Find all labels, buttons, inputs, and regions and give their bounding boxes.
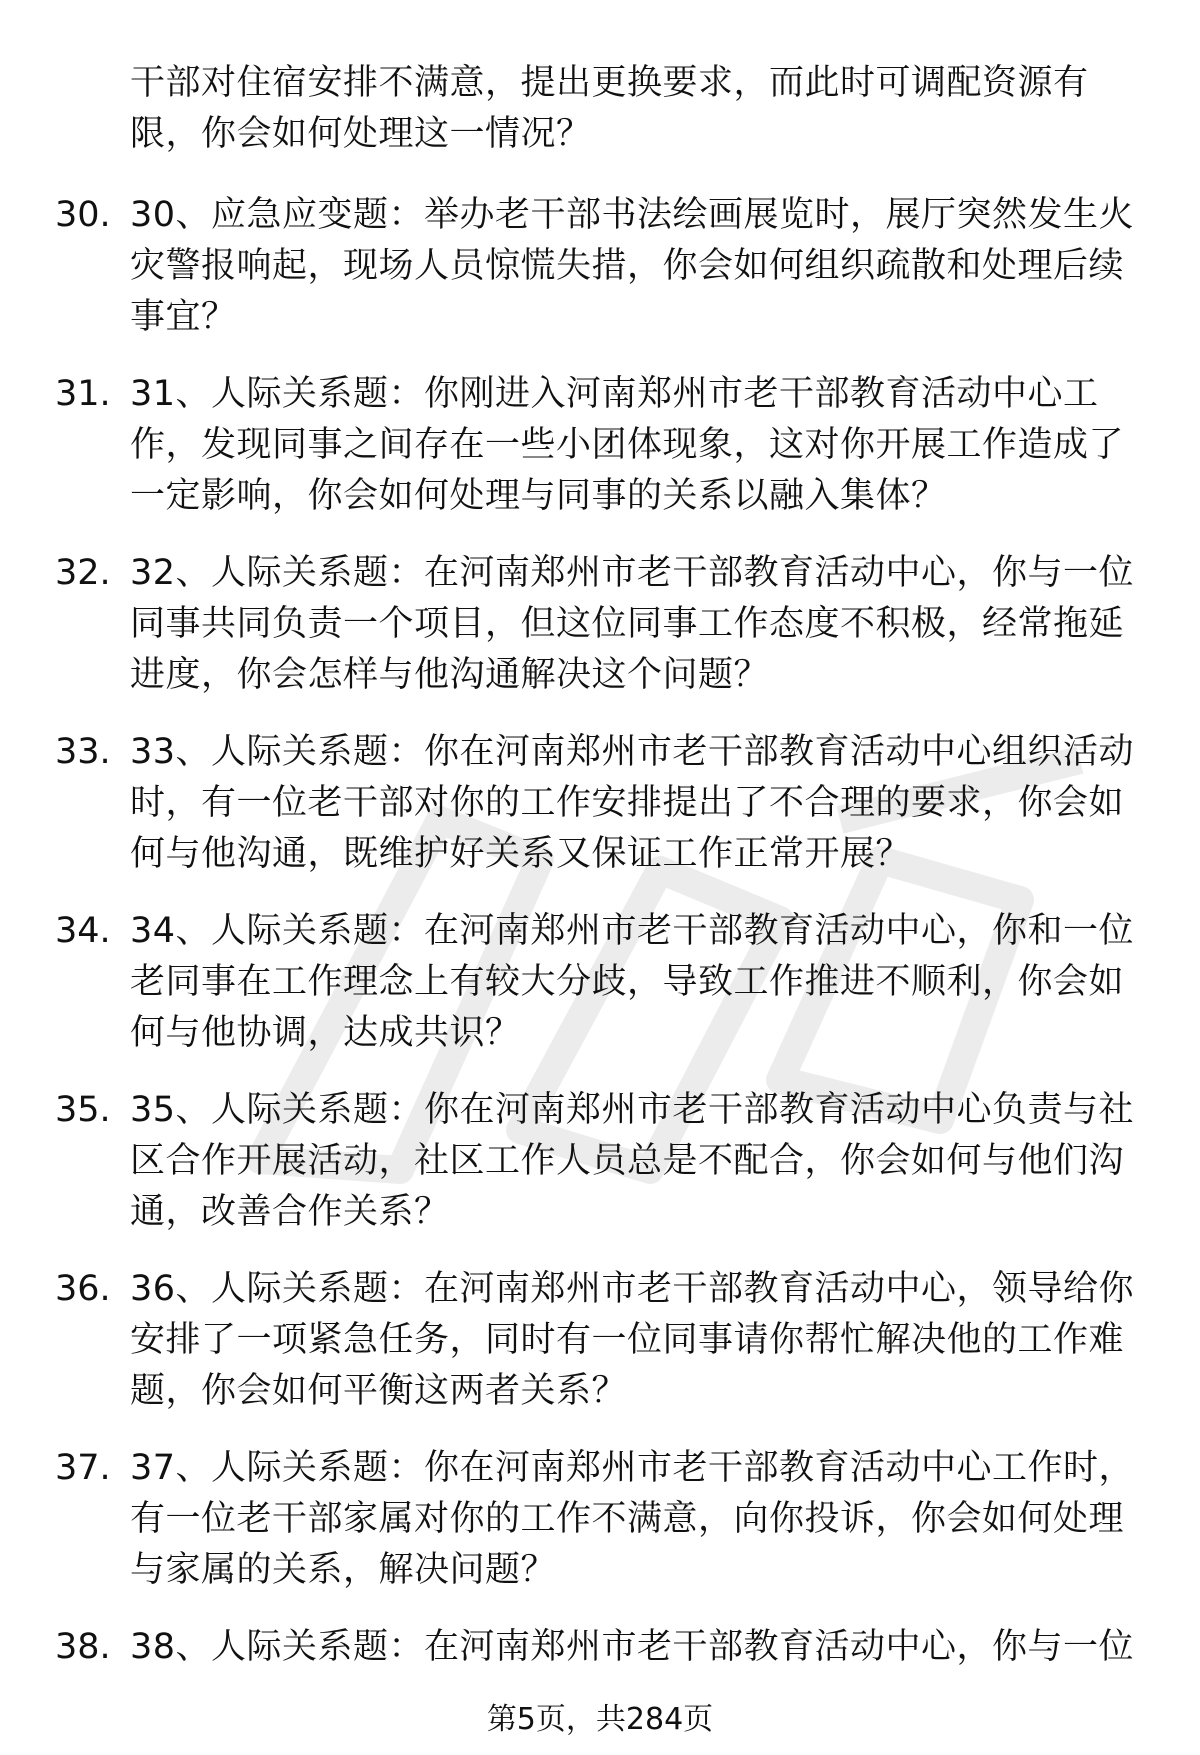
list-item — [0, 727, 1200, 880]
list-item — [0, 906, 1200, 1059]
item-text: 34、人际关系题：在河南郑州市老干部教育活动中心，你和一位老同事在工作理念上有较大分歧，导致工作推进不顺利，你会如何与他协调，达成共识？ — [130, 911, 1135, 1053]
item-text: 30、应急应变题：举办老干部书法绘画展览时，展厅突然发生火灾警报响起，现场人员惊慌失措，你会如何组织疏散和处理后续事宜？ — [130, 195, 1135, 337]
question-list — [0, 190, 1200, 1673]
item-number: 34. — [55, 911, 111, 951]
item-number: 37. — [55, 1448, 111, 1488]
item-number: 30. — [55, 195, 111, 235]
list-item — [0, 190, 1200, 343]
item-number: 33. — [55, 732, 111, 772]
item-text: 38、人际关系题：在河南郑州市老干部教育活动中心，你与一位 — [130, 1627, 1135, 1667]
list-item — [0, 1443, 1200, 1596]
item-text: 33、人际关系题：你在河南郑州市老干部教育活动中心组织活动时，有一位老干部对你的工作安排提出了不合理的要求，你会如何与他沟通，既维护好关系又保证工作正常开展？ — [130, 732, 1135, 874]
item-text: 36、人际关系题：在河南郑州市老干部教育活动中心，领导给你安排了一项紧急任务，同时有一位同事请你帮忙解决他的工作难题，你会如何平衡这两者关系？ — [130, 1269, 1135, 1411]
item-number: 35. — [55, 1090, 111, 1130]
item-number: 31. — [55, 374, 111, 414]
item-text: 35、人际关系题：你在河南郑州市老干部教育活动中心负责与社区合作开展活动，社区工作人员总是不配合，你会如何与他们沟通，改善合作关系？ — [130, 1090, 1135, 1232]
item-number: 32. — [55, 553, 111, 593]
list-item — [0, 369, 1200, 522]
item-number: 36. — [55, 1269, 111, 1309]
list-item — [0, 1622, 1200, 1673]
list-item — [0, 548, 1200, 701]
content-area — [0, 58, 1200, 1699]
item-text: 37、人际关系题：你在河南郑州市老干部教育活动中心工作时，有一位老干部家属对你的工作不满意，向你投诉，你会如何处理与家属的关系，解决问题？ — [130, 1448, 1135, 1590]
list-item — [0, 1264, 1200, 1417]
item-text: 31、人际关系题：你刚进入河南郑州市老干部教育活动中心工作，发现同事之间存在一些小团体现象，这对你开展工作造成了一定影响，你会如何处理与同事的关系以融入集体？ — [130, 374, 1125, 516]
item-text: 32、人际关系题：在河南郑州市老干部教育活动中心，你与一位同事共同负责一个项目，但这位同事工作态度不积极，经常拖延进度，你会怎样与他沟通解决这个问题？ — [130, 553, 1135, 695]
item-number: 38. — [55, 1627, 111, 1667]
list-item — [0, 1085, 1200, 1238]
continued-paragraph: 干部对住宿安排不满意，提出更换要求，而此时可调配资源有限，你会如何处理这一情况？ — [130, 63, 1089, 154]
page-footer: 第5页，共284页 — [486, 1702, 714, 1737]
